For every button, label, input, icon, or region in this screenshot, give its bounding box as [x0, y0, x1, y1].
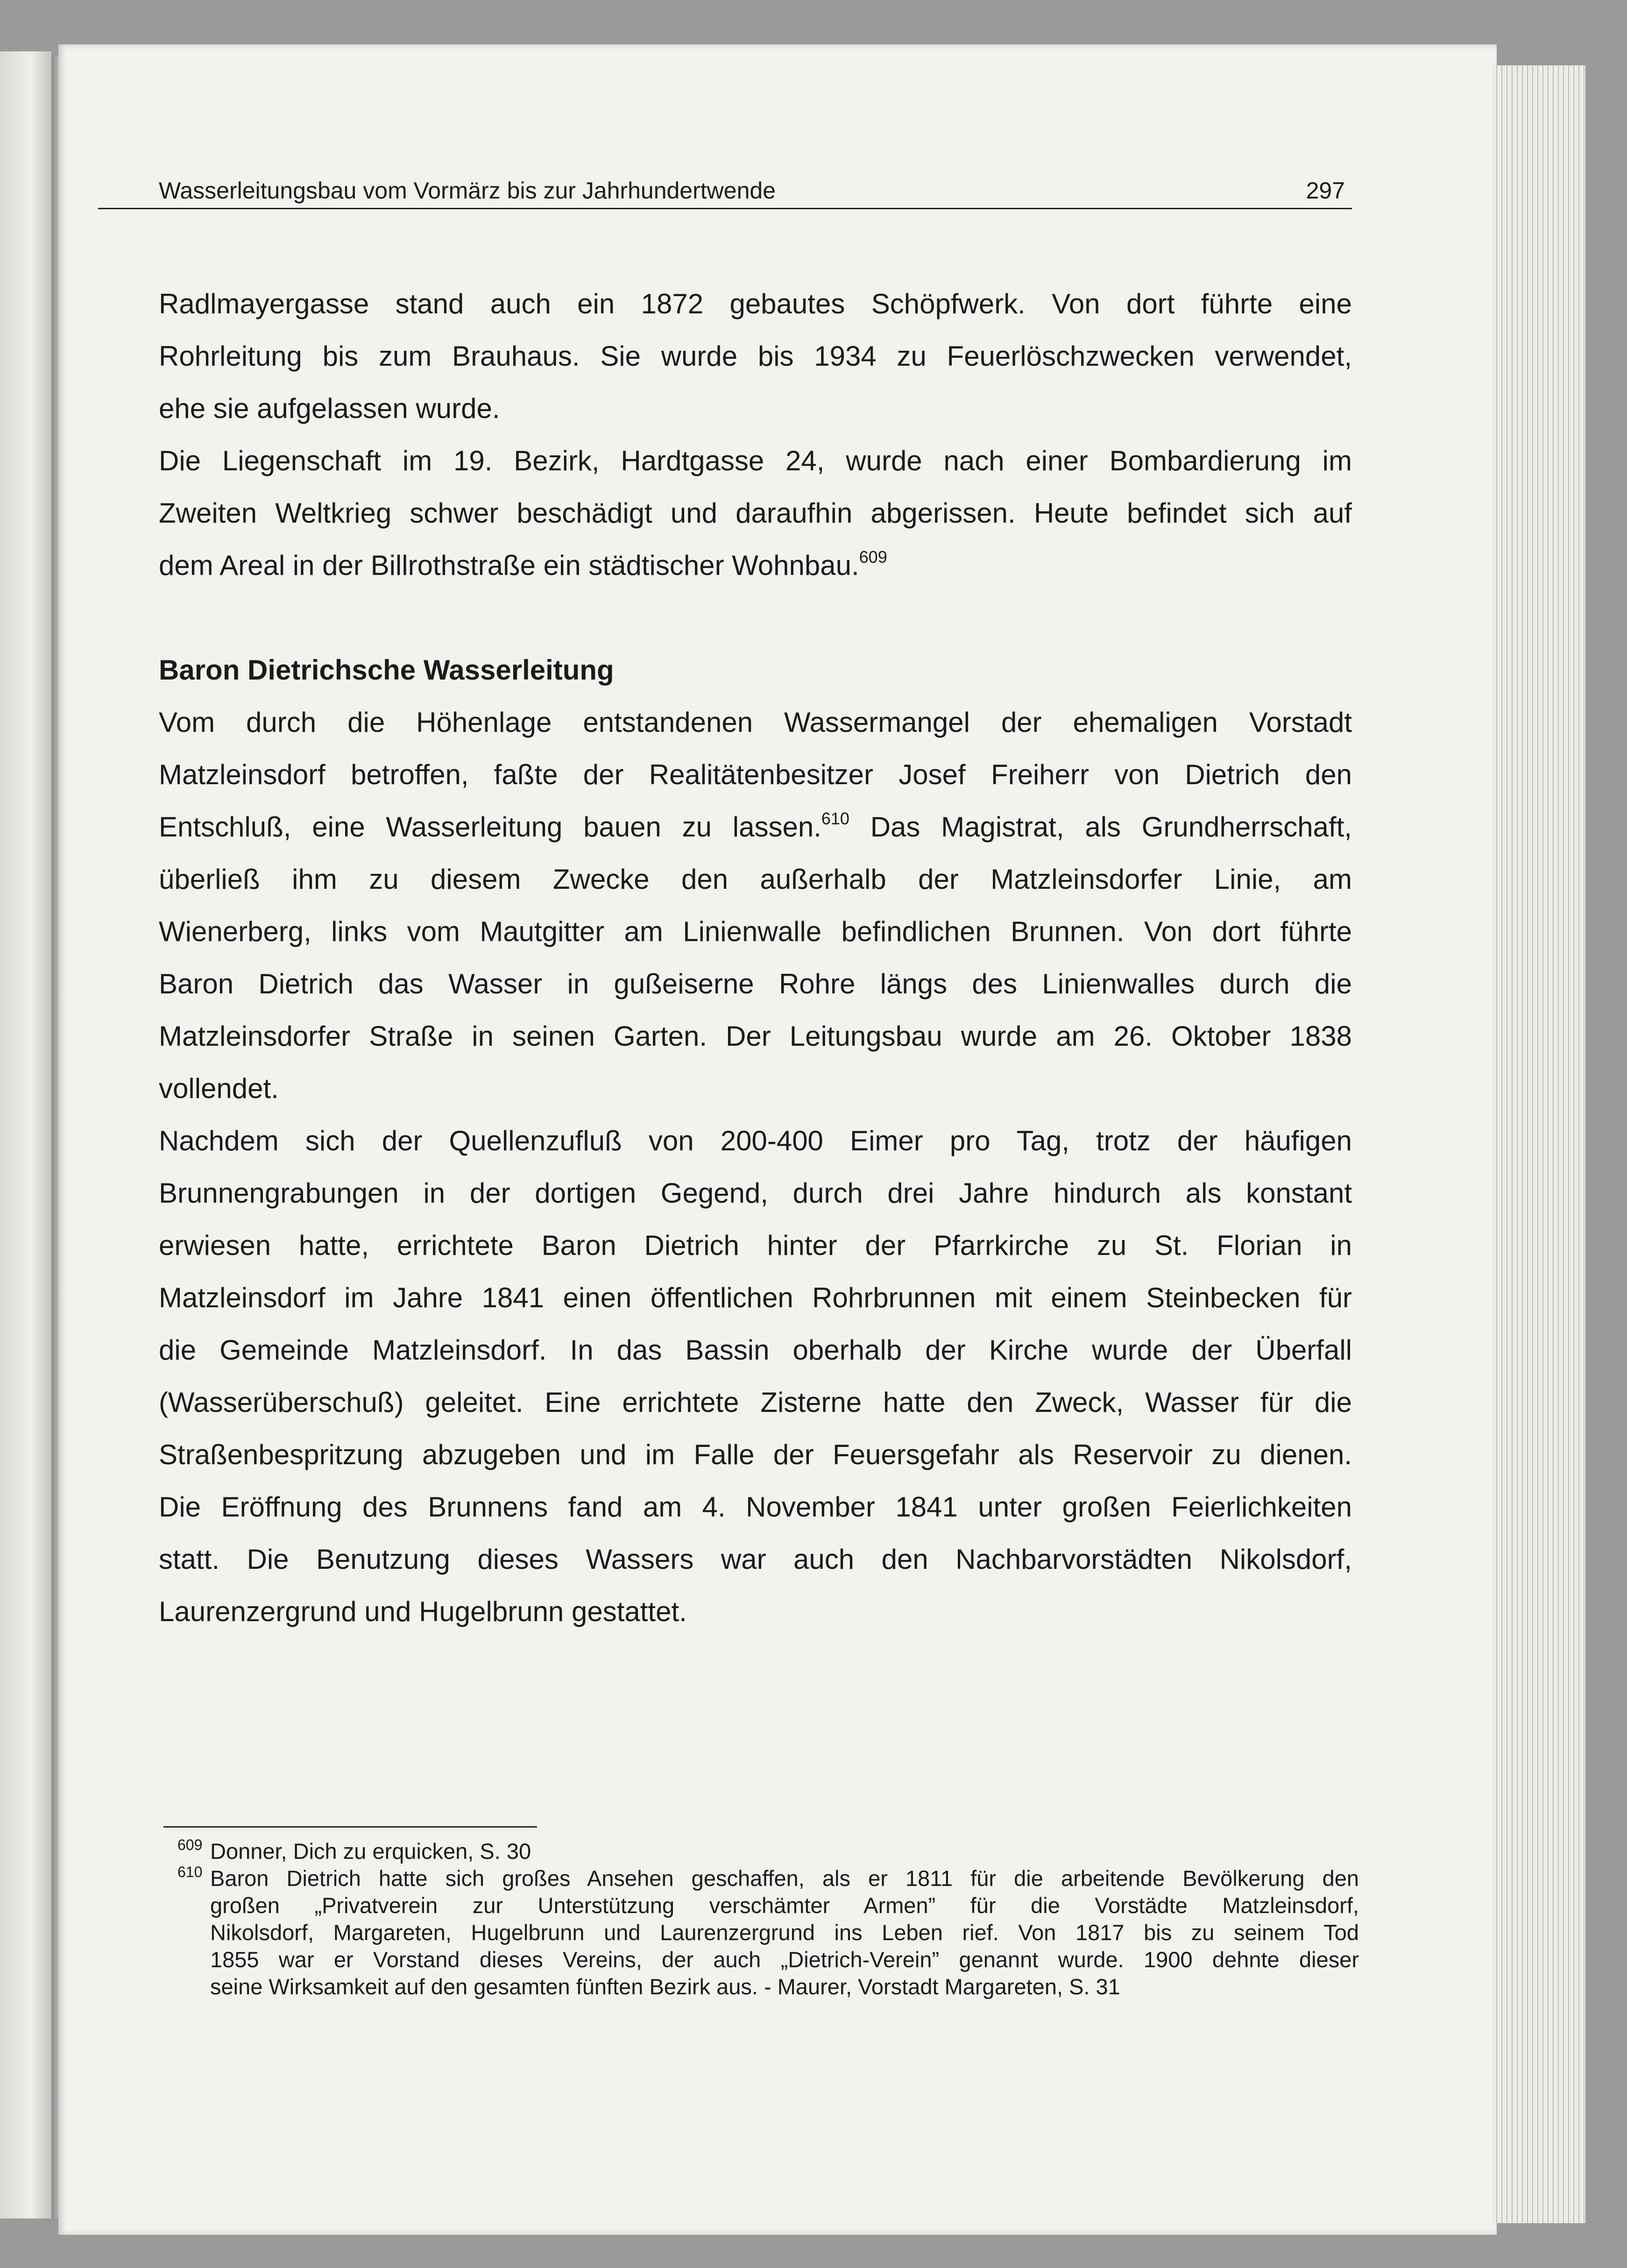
- running-head: [98, 175, 1352, 209]
- section-heading: Baron Dietrichsche Wasserleitung: [159, 654, 614, 686]
- text-line: die Gemeinde Matzleinsdorf. In das Bassin oberhalb der Kirche wurde der Überfall: [159, 1334, 1352, 1366]
- running-head-title: Wasserleitungsbau vom Vormärz bis zur Jahrhundertwende: [159, 177, 776, 204]
- footnote-610: [177, 1865, 1359, 1892]
- footnote-line: großen „Privatverein zur Unterstützung verschämter Armen” für die Vorstädte Matzleinsdorf,: [210, 1893, 1359, 1918]
- text-line: Die Eröffnung des Brunnens fand am 4. November 1841 unter großen Feierlichkeiten: [159, 1491, 1352, 1523]
- text-line: (Wasserüberschuß) geleitet. Eine errichtete Zisterne hatte den Zweck, Wasser für die: [159, 1387, 1352, 1418]
- footnote-text: Donner, Dich zu erquicken, S. 30: [210, 1839, 531, 1864]
- text-line: Radlmayergasse stand auch ein 1872 gebautes Schöpfwerk. Von dort führte eine: [159, 288, 1352, 319]
- text-line: Matzleinsdorf betroffen, faßte der Realitätenbesitzer Josef Freiherr von Dietrich den: [159, 759, 1352, 790]
- text-line: erwiesen hatte, errichtete Baron Dietrich hinter der Pfarrkirche zu St. Florian in: [159, 1230, 1352, 1261]
- footnotes: [177, 1838, 1359, 2000]
- page-edges: [1492, 65, 1585, 2223]
- footnote-ref-610: 610: [821, 809, 849, 828]
- footnote-separator: [163, 1826, 537, 1828]
- footnote-line: 1855 war er Vorstand dieses Vereins, der auch „Dietrich-Verein” genannt wurde. 1900 dehnte dieser: [210, 1947, 1359, 1972]
- text-line: Straßenbespritzung abzugeben und im Falle der Feuersgefahr als Reservoir zu dienen.: [159, 1439, 1352, 1470]
- footnote-text: Baron Dietrich hatte sich großes Ansehen geschaffen, als er 1811 für die arbeitende Bevölkerung den: [210, 1866, 1359, 1891]
- paragraph-gap: [159, 592, 1352, 644]
- text-line: Nachdem sich der Quellenzufluß von 200-400 Eimer pro Tag, trotz der häufigen: [159, 1125, 1352, 1156]
- footnote-mark: 609: [177, 1836, 203, 1853]
- footnote-line: Nikolsdorf, Margareten, Hugelbrunn und Laurenzergrund ins Leben rief. Von 1817 bis zu seinem Tod: [210, 1920, 1359, 1945]
- text-line: Vom durch die Höhenlage entstandenen Wassermangel der ehemaligen Vorstadt: [159, 707, 1352, 738]
- text-fragment: Entschluß, eine Wasserleitung bauen zu lassen.: [159, 811, 821, 843]
- text-line: vollendet.: [159, 1073, 279, 1104]
- text-line: Wienerberg, links vom Mautgitter am Linienwalle befindlichen Brunnen. Von dort führte: [159, 916, 1352, 947]
- body-text: [159, 278, 1352, 1638]
- text-line: Laurenzergrund und Hugelbrunn gestattet.: [159, 1596, 687, 1627]
- left-page-edge: [0, 51, 51, 2218]
- footnote-line: seine Wirksamkeit auf den gesamten fünften Bezirk aus. - Maurer, Vorstadt Margareten, S. 31: [210, 1974, 1120, 1999]
- text-line: Matzleinsdorfer Straße in seinen Garten. Der Leitungsbau wurde am 26. Oktober 1838: [159, 1021, 1352, 1052]
- text-fragment: dem Areal in der Billrothstraße ein städtischer Wohnbau.: [159, 550, 859, 581]
- text-line: [159, 539, 1352, 592]
- text-fragment: Das Magistrat, als Grundherrschaft,: [849, 811, 1352, 843]
- text-line: Brunnengrabungen in der dortigen Gegend, durch drei Jahre hindurch als konstant: [159, 1177, 1352, 1209]
- footnote-mark: 610: [177, 1864, 203, 1880]
- text-line: überließ ihm zu diesem Zwecke den außerhalb der Matzleinsdorfer Linie, am: [159, 864, 1352, 895]
- text-line: [159, 801, 1352, 853]
- footnote-609: [177, 1838, 1359, 1865]
- text-line: Baron Dietrich das Wasser in gußeiserne Rohre längs des Linienwalles durch die: [159, 968, 1352, 999]
- text-line: Zweiten Weltkrieg schwer beschädigt und daraufhin abgerissen. Heute befindet sich auf: [159, 497, 1352, 529]
- footnote-ref-609: 609: [859, 547, 887, 567]
- text-line: Rohrleitung bis zum Brauhaus. Sie wurde bis 1934 zu Feuerlöschzwecken verwendet,: [159, 340, 1352, 372]
- text-line: Die Liegenschaft im 19. Bezirk, Hardtgasse 24, wurde nach einer Bombardierung im: [159, 445, 1352, 476]
- page-number: 297: [1306, 177, 1345, 204]
- text-line: ehe sie aufgelassen wurde.: [159, 393, 500, 424]
- text-line: Matzleinsdorf im Jahre 1841 einen öffentlichen Rohrbrunnen mit einem Steinbecken für: [159, 1282, 1352, 1313]
- text-line: statt. Die Benutzung dieses Wassers war auch den Nachbarvorstädten Nikolsdorf,: [159, 1544, 1352, 1575]
